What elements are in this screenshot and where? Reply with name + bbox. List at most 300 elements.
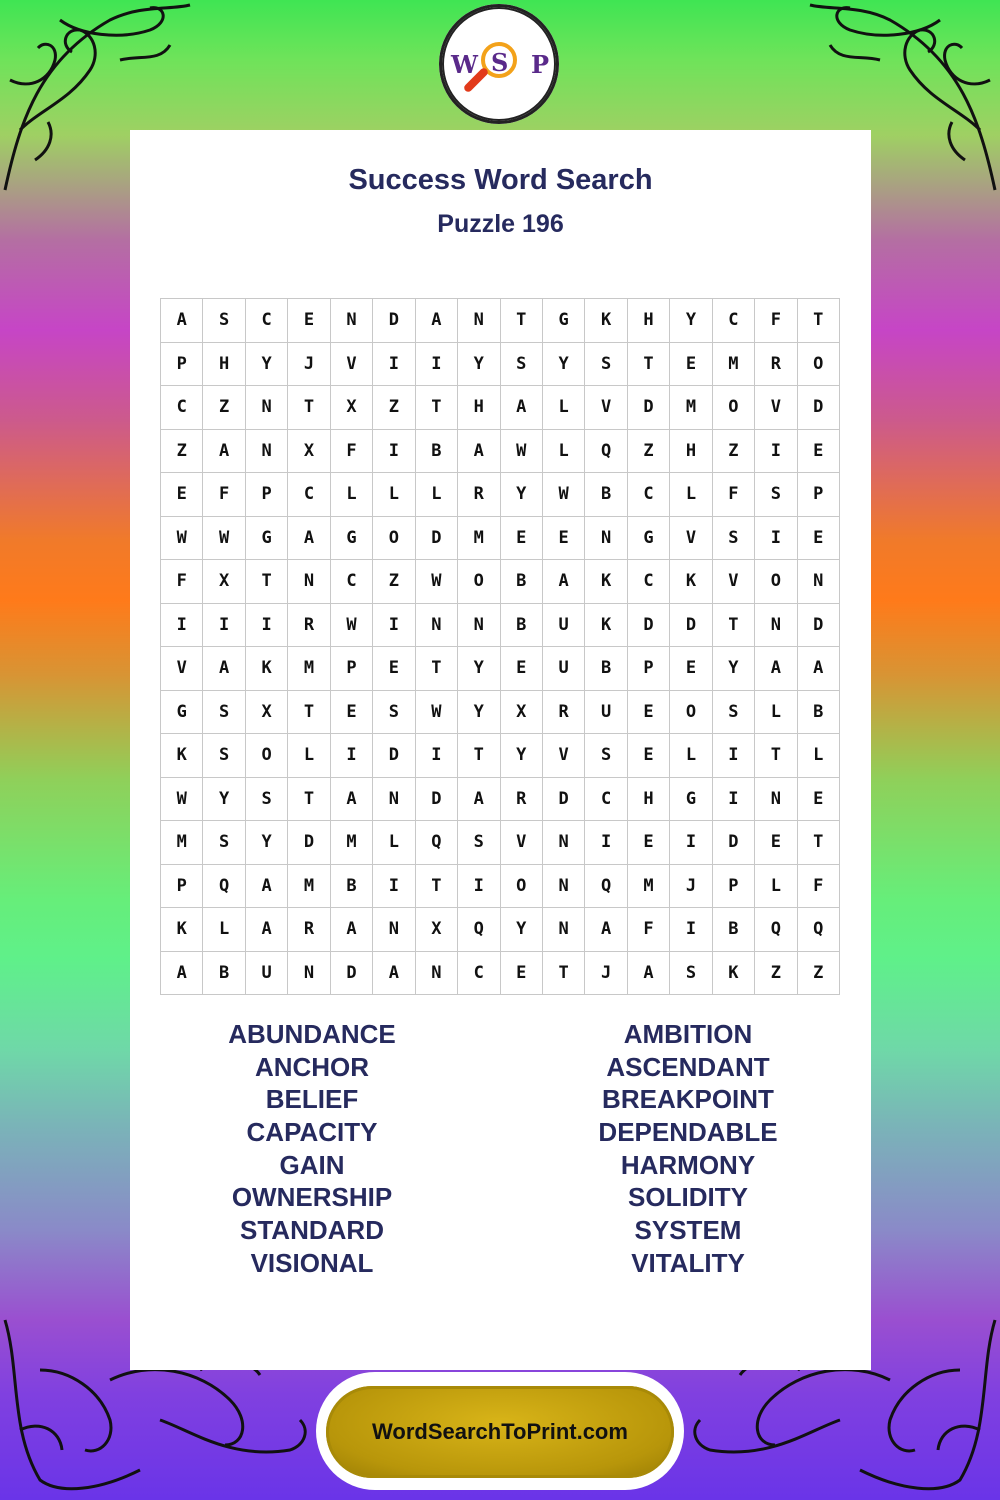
grid-cell[interactable]: F <box>755 299 797 343</box>
grid-cell[interactable]: O <box>755 560 797 604</box>
grid-cell[interactable]: Z <box>755 951 797 995</box>
grid-cell[interactable]: T <box>288 386 330 430</box>
grid-cell[interactable]: Z <box>627 429 669 473</box>
grid-cell[interactable]: S <box>203 690 245 734</box>
grid-cell[interactable]: D <box>797 386 839 430</box>
grid-cell[interactable]: A <box>245 908 287 952</box>
grid-cell[interactable]: D <box>797 603 839 647</box>
grid-cell[interactable]: T <box>415 864 457 908</box>
grid-cell[interactable]: W <box>161 516 203 560</box>
grid-cell[interactable]: K <box>585 603 627 647</box>
grid-row <box>161 603 840 647</box>
grid-cell[interactable]: G <box>245 516 287 560</box>
grid-cell[interactable]: Y <box>500 473 542 517</box>
grid-cell[interactable]: T <box>797 821 839 865</box>
grid-cell[interactable]: Y <box>542 342 584 386</box>
grid-cell[interactable]: A <box>627 951 669 995</box>
grid-cell[interactable]: R <box>288 603 330 647</box>
grid-cell[interactable]: I <box>330 734 372 778</box>
grid-cell[interactable]: K <box>585 560 627 604</box>
grid-cell[interactable]: S <box>245 777 287 821</box>
grid-cell[interactable]: F <box>330 429 372 473</box>
grid-cell[interactable]: E <box>500 647 542 691</box>
grid-cell[interactable]: T <box>542 951 584 995</box>
grid-cell[interactable]: A <box>755 647 797 691</box>
grid-cell[interactable]: T <box>288 690 330 734</box>
grid-cell[interactable]: M <box>288 647 330 691</box>
grid-cell[interactable]: Y <box>712 647 754 691</box>
grid-cell[interactable]: D <box>373 734 415 778</box>
grid-cell[interactable]: Z <box>203 386 245 430</box>
grid-cell[interactable]: C <box>627 560 669 604</box>
grid-cell[interactable]: L <box>203 908 245 952</box>
grid-cell[interactable]: T <box>500 299 542 343</box>
grid-cell[interactable]: I <box>670 908 712 952</box>
grid-cell[interactable]: A <box>415 299 457 343</box>
grid-cell[interactable]: S <box>712 690 754 734</box>
puzzle-number: Puzzle 196 <box>437 210 564 238</box>
grid-cell[interactable]: A <box>458 429 500 473</box>
grid-cell[interactable]: T <box>458 734 500 778</box>
grid-cell[interactable]: H <box>458 386 500 430</box>
logo-letter-w: W <box>451 50 478 79</box>
grid-cell[interactable]: N <box>458 603 500 647</box>
word-list-item: AMBITION <box>623 1019 753 1049</box>
grid-cell[interactable]: W <box>500 429 542 473</box>
grid-cell[interactable]: E <box>755 821 797 865</box>
word-list-item: DEPENDABLE <box>598 1117 778 1148</box>
grid-cell[interactable]: B <box>415 429 457 473</box>
grid-cell[interactable]: N <box>373 908 415 952</box>
grid-cell[interactable]: L <box>330 473 372 517</box>
grid-cell[interactable]: O <box>500 864 542 908</box>
grid-cell[interactable]: Y <box>500 908 542 952</box>
grid-cell[interactable]: R <box>288 908 330 952</box>
grid-cell[interactable]: V <box>585 386 627 430</box>
word-list-left <box>147 1018 477 1280</box>
grid-cell[interactable]: N <box>755 603 797 647</box>
grid-cell[interactable]: S <box>203 734 245 778</box>
grid-cell[interactable]: L <box>670 473 712 517</box>
word-list-item: BELIEF <box>265 1084 359 1115</box>
grid-cell[interactable]: O <box>670 690 712 734</box>
grid-cell[interactable]: C <box>330 560 372 604</box>
grid-cell[interactable]: I <box>670 821 712 865</box>
grid-cell[interactable]: D <box>288 821 330 865</box>
word-list-item: GAIN <box>279 1149 345 1180</box>
grid-cell[interactable]: S <box>585 734 627 778</box>
grid-cell[interactable]: Y <box>458 690 500 734</box>
grid-row <box>161 429 840 473</box>
grid-cell[interactable]: L <box>373 473 415 517</box>
grid-cell[interactable]: Q <box>585 864 627 908</box>
grid-cell[interactable]: H <box>670 429 712 473</box>
grid-cell[interactable]: J <box>670 864 712 908</box>
grid-cell[interactable]: W <box>161 777 203 821</box>
grid-cell[interactable]: L <box>670 734 712 778</box>
grid-cell[interactable]: L <box>797 734 839 778</box>
grid-cell[interactable]: Q <box>585 429 627 473</box>
grid-cell[interactable]: G <box>627 516 669 560</box>
grid-cell[interactable]: G <box>542 299 584 343</box>
grid-cell[interactable]: X <box>500 690 542 734</box>
grid-cell[interactable]: E <box>670 342 712 386</box>
grid-cell[interactable]: O <box>373 516 415 560</box>
word-list-right <box>523 1018 853 1280</box>
grid-cell[interactable]: S <box>500 342 542 386</box>
grid-cell[interactable]: W <box>415 560 457 604</box>
word-list-item: VISIONAL <box>250 1247 374 1278</box>
grid-cell[interactable]: G <box>670 777 712 821</box>
grid-cell[interactable]: K <box>670 560 712 604</box>
grid-cell[interactable]: M <box>330 821 372 865</box>
grid-cell[interactable]: N <box>415 951 457 995</box>
grid-cell[interactable]: I <box>755 429 797 473</box>
grid-cell[interactable]: E <box>288 299 330 343</box>
grid-cell[interactable]: L <box>288 734 330 778</box>
grid-cell[interactable]: S <box>458 821 500 865</box>
grid-cell[interactable]: C <box>627 473 669 517</box>
grid-cell[interactable]: N <box>542 821 584 865</box>
grid-cell[interactable]: Y <box>245 821 287 865</box>
grid-cell[interactable]: I <box>585 821 627 865</box>
grid-cell[interactable]: I <box>373 342 415 386</box>
grid-cell[interactable]: S <box>585 342 627 386</box>
grid-cell[interactable]: P <box>161 864 203 908</box>
grid-row <box>161 864 840 908</box>
grid-row <box>161 299 840 343</box>
footer-banner[interactable] <box>326 1386 674 1478</box>
grid-cell[interactable]: N <box>755 777 797 821</box>
grid-cell[interactable]: J <box>585 951 627 995</box>
grid-cell[interactable]: N <box>458 299 500 343</box>
grid-cell[interactable]: Q <box>755 908 797 952</box>
grid-cell[interactable]: E <box>373 647 415 691</box>
grid-cell[interactable]: A <box>330 908 372 952</box>
grid-cell[interactable]: N <box>330 299 372 343</box>
grid-cell[interactable]: S <box>712 516 754 560</box>
grid-cell[interactable]: C <box>458 951 500 995</box>
grid-cell[interactable]: M <box>288 864 330 908</box>
grid-cell[interactable]: K <box>161 734 203 778</box>
grid-cell[interactable]: D <box>627 386 669 430</box>
grid-cell[interactable]: K <box>585 299 627 343</box>
grid-cell[interactable]: R <box>458 473 500 517</box>
grid-cell[interactable]: D <box>712 821 754 865</box>
letter-grid <box>160 298 840 995</box>
grid-cell[interactable]: C <box>245 299 287 343</box>
grid-cell[interactable]: Z <box>797 951 839 995</box>
grid-cell[interactable]: B <box>330 864 372 908</box>
grid-cell[interactable]: D <box>415 516 457 560</box>
grid-cell[interactable]: J <box>288 342 330 386</box>
grid-cell[interactable]: L <box>755 690 797 734</box>
grid-cell[interactable]: O <box>797 342 839 386</box>
grid-cell[interactable]: S <box>670 951 712 995</box>
grid-cell[interactable]: Z <box>712 429 754 473</box>
grid-cell[interactable]: M <box>627 864 669 908</box>
grid-cell[interactable]: Y <box>500 734 542 778</box>
grid-cell[interactable]: E <box>797 516 839 560</box>
grid-cell[interactable]: V <box>712 560 754 604</box>
grid-row <box>161 342 840 386</box>
grid-cell[interactable]: H <box>627 777 669 821</box>
grid-cell[interactable]: C <box>712 299 754 343</box>
grid-cell[interactable]: F <box>712 473 754 517</box>
grid-cell[interactable]: W <box>415 690 457 734</box>
grid-cell[interactable]: I <box>373 429 415 473</box>
grid-cell[interactable]: T <box>288 777 330 821</box>
grid-cell[interactable]: N <box>542 864 584 908</box>
grid-cell[interactable]: U <box>542 647 584 691</box>
grid-cell[interactable]: U <box>542 603 584 647</box>
grid-cell[interactable]: I <box>245 603 287 647</box>
word-list-item: SOLIDITY <box>628 1182 748 1213</box>
grid-cell[interactable]: S <box>203 299 245 343</box>
grid-cell[interactable]: I <box>415 734 457 778</box>
grid-cell[interactable]: D <box>415 777 457 821</box>
grid-cell[interactable]: P <box>712 864 754 908</box>
puzzle-card <box>130 130 871 1370</box>
grid-cell[interactable]: O <box>245 734 287 778</box>
grid-row <box>161 516 840 560</box>
grid-cell[interactable]: N <box>245 429 287 473</box>
grid-cell[interactable]: N <box>542 908 584 952</box>
grid-cell[interactable]: K <box>245 647 287 691</box>
grid-cell[interactable]: K <box>161 908 203 952</box>
grid-cell[interactable]: A <box>500 386 542 430</box>
grid-cell[interactable]: E <box>670 647 712 691</box>
grid-cell[interactable]: A <box>797 647 839 691</box>
grid-cell[interactable]: V <box>161 647 203 691</box>
grid-cell[interactable]: B <box>500 560 542 604</box>
grid-row <box>161 951 840 995</box>
grid-cell[interactable]: F <box>161 560 203 604</box>
grid-cell[interactable]: S <box>203 821 245 865</box>
grid-cell[interactable]: I <box>415 342 457 386</box>
word-list-item: SYSTEM <box>634 1215 742 1246</box>
grid-row <box>161 777 840 821</box>
word-list-item: BREAKPOINT <box>602 1084 774 1115</box>
grid-cell[interactable]: B <box>500 603 542 647</box>
grid-cell[interactable]: C <box>585 777 627 821</box>
grid-cell[interactable]: K <box>712 951 754 995</box>
grid-cell[interactable]: E <box>542 516 584 560</box>
grid-cell[interactable]: D <box>627 603 669 647</box>
grid-cell[interactable]: X <box>288 429 330 473</box>
grid-cell[interactable]: N <box>288 560 330 604</box>
grid-cell[interactable]: V <box>542 734 584 778</box>
grid-cell[interactable]: O <box>712 386 754 430</box>
grid-cell[interactable]: N <box>585 516 627 560</box>
grid-cell[interactable]: P <box>161 342 203 386</box>
grid-cell[interactable]: R <box>500 777 542 821</box>
grid-cell[interactable]: B <box>585 647 627 691</box>
grid-cell[interactable]: Z <box>161 429 203 473</box>
grid-cell[interactable]: H <box>203 342 245 386</box>
grid-cell[interactable]: D <box>330 951 372 995</box>
grid-cell[interactable]: C <box>288 473 330 517</box>
grid-cell[interactable]: T <box>415 647 457 691</box>
grid-cell[interactable]: Q <box>458 908 500 952</box>
grid-cell[interactable]: A <box>373 951 415 995</box>
grid-cell[interactable]: Q <box>797 908 839 952</box>
grid-cell[interactable]: M <box>458 516 500 560</box>
grid-cell[interactable]: X <box>330 386 372 430</box>
grid-cell[interactable]: B <box>712 908 754 952</box>
grid-cell[interactable]: N <box>373 777 415 821</box>
grid-cell[interactable]: L <box>415 473 457 517</box>
grid-cell[interactable]: P <box>627 647 669 691</box>
grid-row <box>161 821 840 865</box>
grid-cell[interactable]: D <box>373 299 415 343</box>
grid-cell[interactable]: N <box>245 386 287 430</box>
word-list-item: STANDARD <box>240 1215 384 1246</box>
grid-cell[interactable]: T <box>245 560 287 604</box>
word-list-item: ANCHOR <box>254 1051 370 1082</box>
grid-cell[interactable]: G <box>161 690 203 734</box>
grid-cell[interactable]: H <box>627 299 669 343</box>
grid-cell[interactable]: T <box>797 299 839 343</box>
grid-cell[interactable]: I <box>161 603 203 647</box>
grid-cell[interactable]: X <box>203 560 245 604</box>
grid-cell[interactable]: Y <box>458 342 500 386</box>
grid-cell[interactable]: L <box>755 864 797 908</box>
grid-row <box>161 473 840 517</box>
grid-cell[interactable]: P <box>245 473 287 517</box>
grid-cell[interactable]: E <box>627 821 669 865</box>
grid-cell[interactable]: B <box>797 690 839 734</box>
logo-letter-s: S <box>491 48 509 77</box>
grid-cell[interactable]: L <box>542 386 584 430</box>
grid-cell[interactable]: A <box>161 299 203 343</box>
grid-cell[interactable]: B <box>585 473 627 517</box>
grid-cell[interactable]: A <box>288 516 330 560</box>
grid-cell[interactable]: I <box>373 603 415 647</box>
word-list-item: ASCENDANT <box>606 1051 770 1082</box>
grid-row <box>161 386 840 430</box>
grid-cell[interactable]: S <box>373 690 415 734</box>
grid-cell[interactable]: Q <box>203 864 245 908</box>
grid-row <box>161 734 840 778</box>
grid-cell[interactable]: X <box>415 908 457 952</box>
grid-cell[interactable]: I <box>712 734 754 778</box>
footer-banner-frame <box>316 1372 684 1490</box>
word-list-item: VITALITY <box>631 1247 745 1278</box>
grid-cell[interactable]: I <box>755 516 797 560</box>
grid-cell[interactable]: R <box>755 342 797 386</box>
grid-cell[interactable]: L <box>542 429 584 473</box>
grid-cell[interactable]: W <box>330 603 372 647</box>
grid-cell[interactable]: I <box>373 864 415 908</box>
grid-cell[interactable]: A <box>203 647 245 691</box>
grid-cell[interactable]: E <box>797 429 839 473</box>
grid-cell[interactable]: V <box>755 386 797 430</box>
grid-cell[interactable]: I <box>203 603 245 647</box>
grid-cell[interactable]: N <box>288 951 330 995</box>
grid-cell[interactable]: P <box>330 647 372 691</box>
grid-cell[interactable]: Y <box>203 777 245 821</box>
grid-cell[interactable]: R <box>542 690 584 734</box>
grid-cell[interactable]: T <box>627 342 669 386</box>
grid-cell[interactable]: Y <box>245 342 287 386</box>
puzzle-title: Success Word Search <box>348 164 653 196</box>
grid-cell[interactable]: I <box>712 777 754 821</box>
grid-cell[interactable]: A <box>330 777 372 821</box>
grid-cell[interactable]: T <box>755 734 797 778</box>
grid-cell[interactable]: N <box>415 603 457 647</box>
grid-cell[interactable]: F <box>203 473 245 517</box>
word-list-item: OWNERSHIP <box>231 1182 393 1213</box>
grid-cell[interactable]: D <box>670 603 712 647</box>
grid-cell[interactable]: B <box>203 951 245 995</box>
grid-cell[interactable]: F <box>627 908 669 952</box>
grid-cell[interactable]: A <box>245 864 287 908</box>
grid-cell[interactable]: U <box>585 690 627 734</box>
grid-cell[interactable]: A <box>203 429 245 473</box>
grid-cell[interactable]: T <box>712 603 754 647</box>
grid-cell[interactable]: C <box>161 386 203 430</box>
grid-cell[interactable]: E <box>330 690 372 734</box>
grid-cell[interactable]: X <box>245 690 287 734</box>
grid-cell[interactable]: Z <box>373 386 415 430</box>
grid-cell[interactable]: S <box>755 473 797 517</box>
grid-cell[interactable]: M <box>712 342 754 386</box>
grid-cell[interactable]: M <box>161 821 203 865</box>
grid-cell[interactable]: A <box>458 777 500 821</box>
grid-cell[interactable]: W <box>542 473 584 517</box>
grid-cell[interactable]: Y <box>670 299 712 343</box>
grid-cell[interactable]: A <box>161 951 203 995</box>
grid-row <box>161 647 840 691</box>
word-list-item: ABUNDANCE <box>228 1019 396 1049</box>
grid-cell[interactable]: M <box>670 386 712 430</box>
grid-cell[interactable]: L <box>373 821 415 865</box>
grid-cell[interactable]: Z <box>373 560 415 604</box>
grid-cell[interactable]: V <box>330 342 372 386</box>
grid-cell[interactable]: D <box>542 777 584 821</box>
grid-cell[interactable]: Y <box>458 647 500 691</box>
grid-cell[interactable]: E <box>500 516 542 560</box>
logo-letter-p: P <box>531 50 550 79</box>
grid-cell[interactable]: E <box>797 777 839 821</box>
word-list-item: HARMONY <box>620 1149 756 1180</box>
grid-row <box>161 560 840 604</box>
grid-cell[interactable]: U <box>245 951 287 995</box>
grid-cell[interactable]: P <box>797 473 839 517</box>
site-logo[interactable] <box>439 4 559 124</box>
grid-cell[interactable]: E <box>500 951 542 995</box>
grid-cell[interactable]: V <box>500 821 542 865</box>
grid-cell[interactable]: T <box>415 386 457 430</box>
grid-cell[interactable]: Q <box>415 821 457 865</box>
grid-cell[interactable]: G <box>330 516 372 560</box>
grid-row <box>161 690 840 734</box>
grid-cell[interactable]: N <box>797 560 839 604</box>
grid-row <box>161 908 840 952</box>
grid-cell[interactable]: V <box>670 516 712 560</box>
grid-cell[interactable]: I <box>458 864 500 908</box>
grid-cell[interactable]: F <box>797 864 839 908</box>
grid-cell[interactable]: W <box>203 516 245 560</box>
grid-cell[interactable]: E <box>627 734 669 778</box>
footer-site-name: WordSearchToPrint.com <box>372 1419 628 1444</box>
grid-cell[interactable]: A <box>585 908 627 952</box>
grid-cell[interactable]: A <box>542 560 584 604</box>
grid-cell[interactable]: O <box>458 560 500 604</box>
grid-cell[interactable]: E <box>161 473 203 517</box>
grid-cell[interactable]: E <box>627 690 669 734</box>
